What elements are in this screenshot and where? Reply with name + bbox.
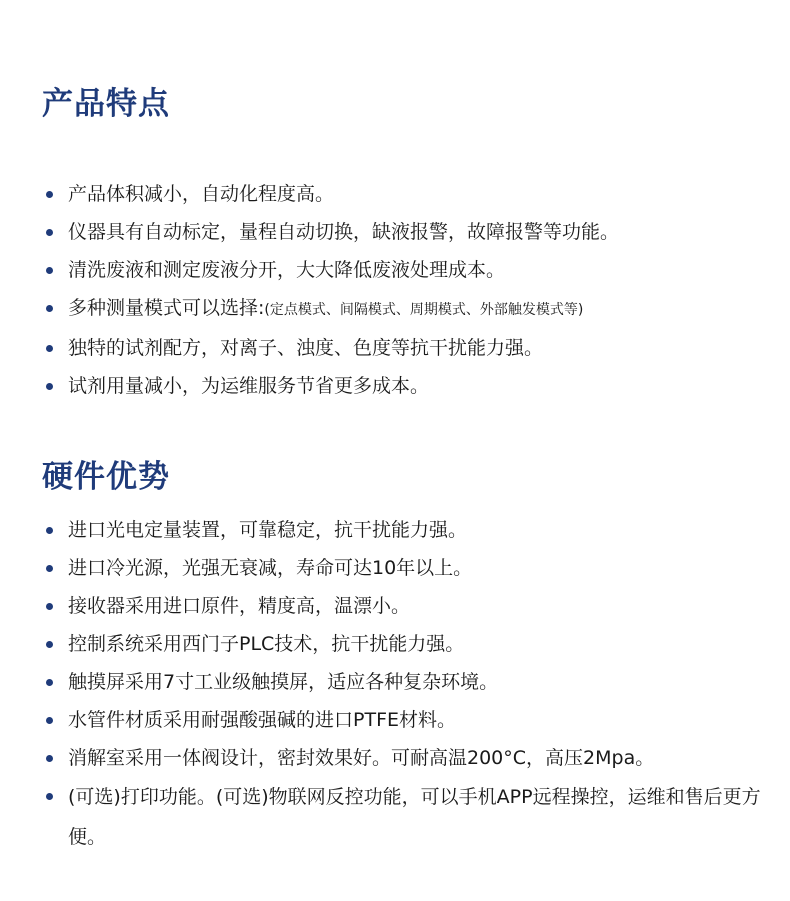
list-item	[44, 367, 774, 405]
list-item	[44, 777, 774, 857]
list-item-text: 进口光电定量装置，可靠稳定，抗干扰能力强。	[68, 519, 468, 541]
list-item	[44, 701, 774, 739]
bullet-dot-icon	[46, 565, 53, 572]
list-item-text: 消解室采用一体阀设计，密封效果好。可耐高温200°C，高压2Mpa。	[68, 747, 655, 769]
bullet-dot-icon	[46, 755, 53, 762]
bullet-dot-icon	[46, 305, 53, 312]
list-item	[44, 289, 774, 329]
list-item	[44, 549, 774, 587]
hardware-list	[44, 511, 774, 857]
bullet-dot-icon	[46, 345, 53, 352]
list-item-text: 多种测量模式可以选择:	[68, 297, 265, 319]
list-item	[44, 663, 774, 701]
list-item	[44, 739, 774, 777]
list-item-text: 产品体积减小，自动化程度高。	[68, 183, 335, 205]
bullet-dot-icon	[46, 383, 53, 390]
list-item	[44, 511, 774, 549]
list-item	[44, 175, 774, 213]
list-item-text: 控制系统采用西门子PLC技术，抗干扰能力强。	[68, 633, 465, 655]
bullet-dot-icon	[46, 267, 53, 274]
bullet-dot-icon	[46, 229, 53, 236]
bullet-dot-icon	[46, 191, 53, 198]
list-item-text: 独特的试剂配方，对离子、浊度、色度等抗干扰能力强。	[68, 337, 544, 359]
bullet-dot-icon	[46, 603, 53, 610]
list-item	[44, 587, 774, 625]
list-item-text: 试剂用量减小，为运维服务节省更多成本。	[68, 375, 430, 397]
bullet-dot-icon	[46, 793, 53, 800]
list-item	[44, 329, 774, 367]
section-title-features: 产品特点	[42, 86, 170, 122]
list-item-text: 仪器具有自动标定，量程自动切换，缺液报警，故障报警等功能。	[68, 221, 620, 243]
list-item	[44, 625, 774, 663]
list-item-text: 接收器采用进口原件，精度高，温漂小。	[68, 595, 411, 617]
section-title-hardware: 硬件优势	[42, 459, 170, 495]
bullet-dot-icon	[46, 717, 53, 724]
list-item-text: 触摸屏采用7寸工业级触摸屏，适应各种复杂环境。	[68, 671, 499, 693]
list-item-note: (定点模式、间隔模式、周期模式、外部触发模式等)	[264, 302, 584, 318]
bullet-dot-icon	[46, 641, 53, 648]
list-item	[44, 251, 774, 289]
list-item-text: 清洗废液和测定废液分开，大大降低废液处理成本。	[68, 259, 506, 281]
list-item-text: (可选)打印功能。(可选)物联网反控功能，可以手机APP远程操控，运维和售后更方便。	[68, 786, 761, 848]
list-item-text: 进口冷光源，光强无衰减，寿命可达10年以上。	[68, 557, 473, 579]
list-item	[44, 213, 774, 251]
features-list	[44, 175, 774, 405]
bullet-dot-icon	[46, 527, 53, 534]
list-item-text: 水管件材质采用耐强酸强碱的进口PTFE材料。	[68, 709, 456, 731]
bullet-dot-icon	[46, 679, 53, 686]
